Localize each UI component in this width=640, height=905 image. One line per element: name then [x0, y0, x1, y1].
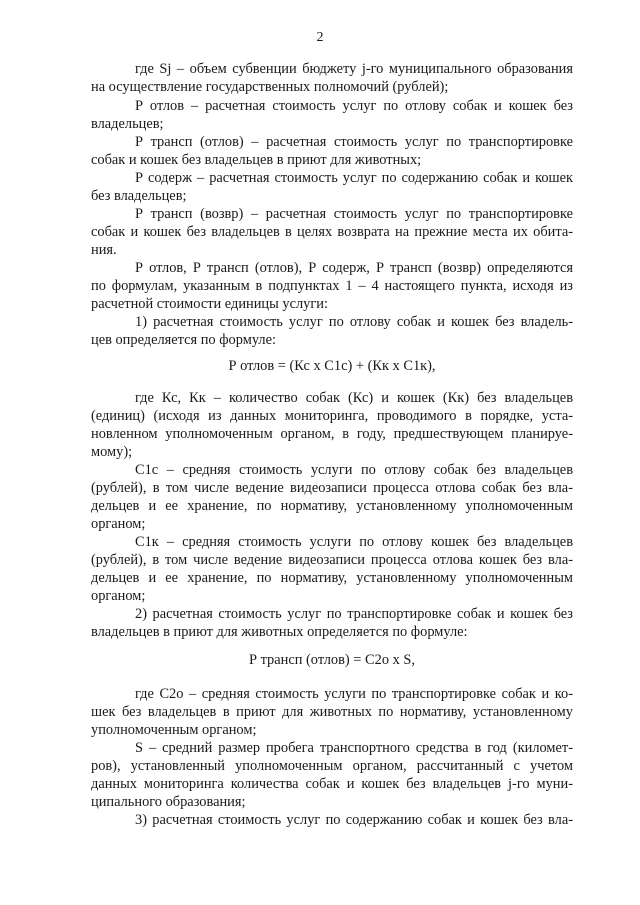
text-line: Р отлов, Р трансп (отлов), Р содерж, Р трансп (возвр) определяются [135, 260, 573, 276]
text-line: Р содерж – расчетная стоимость услуг по содержанию собак и кошек [135, 170, 573, 186]
text-line: данных мониторинга количества собак и кошек без владельцев j-го муни- [91, 776, 573, 792]
text-line: S – средний размер пробега транспортного средства в год (километ- [135, 740, 573, 756]
text-line: шек без владельцев в приют для животных по нормативу, установленному [91, 704, 573, 720]
text-line: Р трансп (возвр) – расчетная стоимость услуг по транспортировке [135, 206, 573, 222]
text-line: ров), установленный уполномоченным органом, рассчитанный с учетом [91, 758, 573, 774]
text-line: органом; [91, 516, 146, 532]
text-line: 2) расчетная стоимость услуг по транспортировке собак и кошек без [135, 606, 573, 622]
text-line: собак и кошек без владельцев в целях возврата на прежние места их обита- [91, 224, 573, 240]
text-line: дельцев и ее хранение, по нормативу, установленному уполномоченным [91, 570, 573, 586]
text-line: где С2о – средняя стоимость услуги по транспортировке собак и ко- [135, 686, 573, 702]
text-line: Р отлов – расчетная стоимость услуг по отлову собак и кошек без [135, 98, 573, 114]
text-line: уполномоченным органом; [91, 722, 257, 738]
formula-line: Р отлов = (Кс х С1с) + (Кк х С1к), [228, 358, 436, 374]
text-line: по формулам, указанным в подпунктах 1 – 4 настоящего пункта, исходя из [91, 278, 573, 294]
text-line: где Sj – объем субвенции бюджету j-го муниципального образования [135, 61, 573, 77]
text-line: С1к – средняя стоимость услуги по отлову кошек без владельцев [135, 534, 573, 550]
text-line: (единиц) (исходя из данных мониторинга, проводимого в порядке, уста- [91, 408, 573, 424]
text-line: владельцев в приют для животных определяется по формуле: [91, 624, 468, 640]
page-number: 2 [316, 30, 324, 45]
text-line: мому); [91, 444, 133, 460]
text-line: без владельцев; [91, 188, 187, 204]
text-line: 3) расчетная стоимость услуг по содержанию собак и кошек без вла- [135, 812, 573, 828]
text-line: (рублей), в том числе ведение видеозаписи процесса отлова собак без вла- [91, 480, 573, 496]
text-line: новленном уполномоченным органом, в году, предшествующем планируе- [91, 426, 573, 442]
text-line: дельцев и ее хранение, по нормативу, установленному уполномоченным [91, 498, 573, 514]
formula-line: Р трансп (отлов) = С2о х S, [248, 652, 416, 668]
text-line: С1с – средняя стоимость услуги по отлову собак без владельцев [135, 462, 573, 478]
text-line: цев определяется по формуле: [91, 332, 276, 348]
text-line: органом; [91, 588, 146, 604]
text-line: ципального образования; [91, 794, 246, 810]
text-line: Р трансп (отлов) – расчетная стоимость услуг по транспортировке [135, 134, 573, 150]
text-line: расчетной стоимости единицы услуги: [91, 296, 328, 312]
text-line: владельцев; [91, 116, 164, 132]
text-line: где Кс, Кк – количество собак (Кс) и кошек (Кк) без владельцев [135, 390, 573, 406]
text-line: (рублей), в том числе ведение видеозаписи процесса отлова кошек без вла- [91, 552, 573, 568]
text-line: на осуществление государственных полномочий (рублей); [91, 79, 449, 95]
text-line: собак и кошек без владельцев в приют для животных; [91, 152, 422, 168]
text-line: ния. [91, 242, 117, 258]
text-line: 1) расчетная стоимость услуг по отлову собак и кошек без владель- [135, 314, 573, 330]
